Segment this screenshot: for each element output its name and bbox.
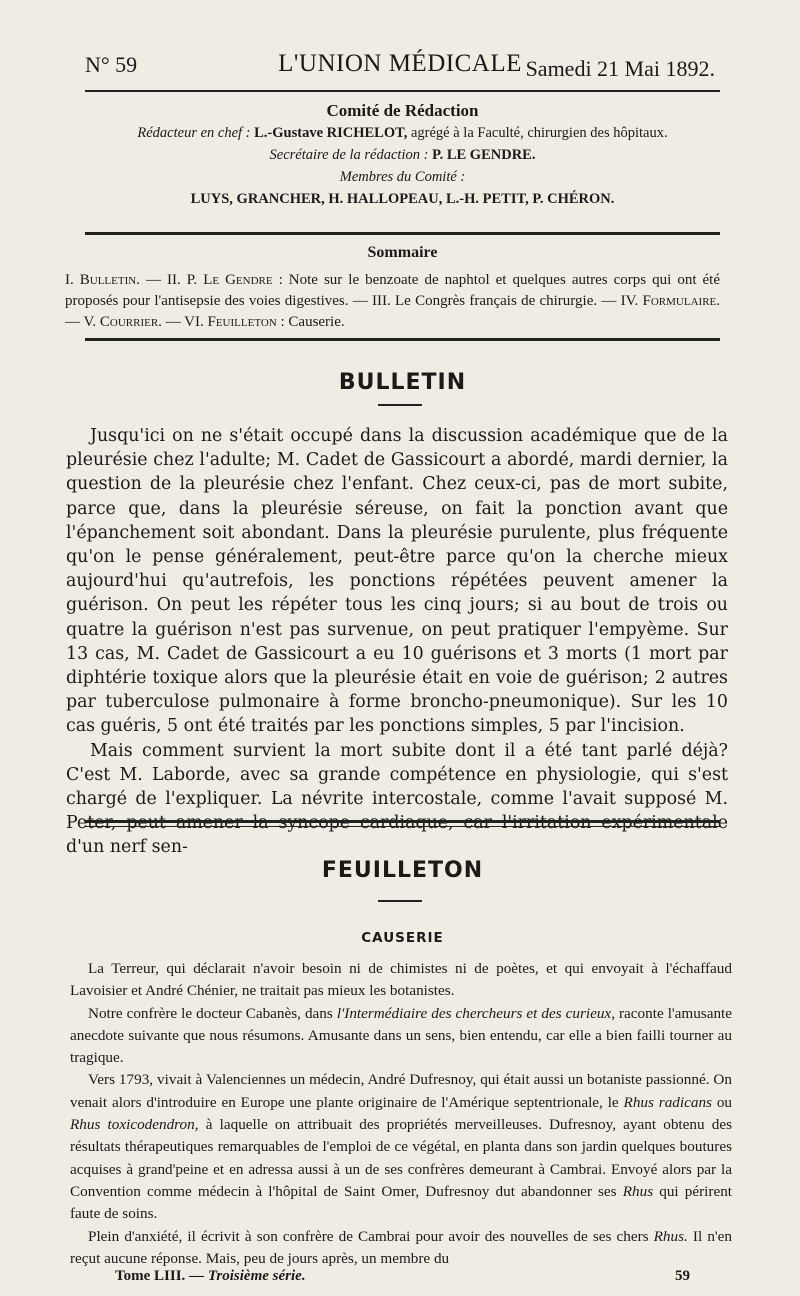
sommaire-formulaire: Formulaire. [642, 293, 720, 309]
bulletin-paragraph-2: Mais comment survient la mort subite dont il a été tant parlé déjà? C'est M. Laborde, avec sa grande compétence en physiologie, qui s'est chargé de l'expliquer. La névrite intercostale, comme l'avait supposé M. Peter, peut amener la syncope cardiaque, car l'irritation expérimentale d'un nerf sen- [66, 740, 728, 858]
committee-heading: Comité de Rédaction [326, 101, 479, 120]
page-number: 59 [675, 1268, 690, 1284]
sommaire-title: Sommaire [367, 244, 438, 261]
bulletin-rule [85, 820, 720, 823]
editor-title: agrégé à la Faculté, chirurgien des hôpitaux. [410, 125, 668, 141]
sommaire-text-2: : Causerie. [276, 314, 345, 330]
page-footer [115, 1268, 690, 1285]
text-run: Plein d'anxiété, il écrivit à son confrère de Cambrai pour avoir des nouvelles de ses chers [88, 1227, 654, 1245]
feuilleton-paragraph-1: La Terreur, qui déclarait n'avoir besoin ni de chimistes ni de poètes, et qui envoyait à l'échaffaud Lavoisier et André Chénier, ne traitait pas mieux les botanistes. [70, 960, 732, 1000]
journal-title: l'Intermédiaire des chercheurs et des curieux [336, 1004, 612, 1022]
feuilleton-title: FEUILLETON [321, 858, 484, 883]
bulletin-paragraph-1: Jusqu'ici on ne s'était occupé dans la discussion académique que de la pleurésie chez l'adulte; M. Cadet de Gassicourt a abordé, mardi dernier, la question de la pleurésie chez l'enfant. Chez ceux-ci, pas de mort subite, parce que, dans la pleurésie séreuse, on fait la ponction avant que l'épanchement soit abondant. Dans la pleurésie purulente, plus fréquente qu'on le pense généralement, peut-être parce qu'on la cherche mieux aujourd'hui qu'autrefois, les ponctions répétées peuvent amener la guérison. On peut les répéter tous les cinq jours; si au bout de trois ou quatre la guérison n'est pas survenue, on peut pratiquer l'empyème. Sur 13 cas, M. Cadet de Gassicourt a eu 10 guérisons et 3 morts (1 mort par diphtérie toxique alors que la pleurésie était en voie de guérison; 2 autres par tuberculose pulmonaire à forme broncho-pneumonique). Sur les 10 cas guéris, 5 ont été traités par les ponctions simples, 5 par l'incision. [66, 426, 728, 737]
committee-rule [85, 232, 720, 235]
text-run: Il n'en reçut aucune réponse. Mais, peu de jours après, un membre du [70, 1227, 732, 1267]
secretary-name: P. LE GENDRE. [432, 147, 536, 163]
secretary-line [85, 144, 720, 166]
sommaire-courrier: Courrier. [99, 314, 162, 330]
text-run: Vers 1793, vivait à Valenciennes un médecin, André Dufresnoy, qui était aussi un botaniste passionné. On venait alors d'introduire en Europe une plante originaire de l'Amérique septentrionale, le [70, 1071, 732, 1111]
sommaire-sep: — VI. [161, 314, 208, 330]
text-run: Notre confrère le docteur Cabanès, dans [88, 1004, 337, 1022]
sommaire-feuilleton: Feuilleton [207, 314, 277, 330]
sommaire-text-1: : Note sur le benzoate de naphtol et quelques autres corps qui ont été proposés pour l'antisepsie des voies digestives. — III. Le Congrès français de chirurgie. — IV. [65, 272, 721, 309]
masthead [85, 48, 715, 88]
feuilleton-paragraph-3 [70, 1069, 732, 1225]
issue-number: N° 59 [85, 52, 138, 77]
plant-name: Rhus [622, 1182, 654, 1200]
feuilleton-paragraph-2 [70, 1003, 732, 1070]
plant-name: Rhus radicans [623, 1093, 712, 1111]
causerie-title: CAUSERIE [361, 930, 444, 946]
editorial-committee [85, 100, 720, 210]
text-run: qui périrent faute de soins. [70, 1182, 733, 1223]
header-rule [85, 90, 720, 92]
sommaire-author: P. Le Gendre [186, 272, 273, 288]
feuilleton-body [70, 958, 732, 1270]
bulletin-title: BULLETIN [338, 370, 467, 395]
feuilleton-paragraph-4 [70, 1226, 732, 1271]
members-line [85, 188, 720, 210]
footer-serie: Troisième série. [207, 1268, 306, 1284]
editor-line [85, 122, 720, 144]
sommaire-num-i: I. [65, 272, 74, 288]
feuilleton-underline [378, 900, 422, 902]
sommaire-sep: — II. [139, 272, 187, 288]
plant-name: Rhus toxicodendron [70, 1116, 195, 1134]
footer-volume [115, 1268, 306, 1284]
editor-label: Rédacteur en chef : [137, 125, 251, 141]
text-run: , raconte l'amusante anecdote suivante que nous résumons. Amusante dans un sens, bien entendu, car elle a bien failli tourner au tragique. [70, 1004, 733, 1067]
bulletin-body [66, 424, 728, 860]
bulletin-rule-double [85, 826, 720, 827]
sommaire-text [65, 270, 720, 333]
editor-name: L.-Gustave RICHELOT, [254, 125, 408, 141]
members-label-line [85, 166, 720, 188]
sommaire-sep: — V. [65, 314, 100, 330]
sommaire-rule [85, 338, 720, 341]
secretary-label: Secrétaire de la rédaction : [269, 147, 429, 163]
issue-date: Samedi 21 Mai 1892. [525, 56, 715, 81]
text-run: ou [711, 1093, 733, 1111]
bulletin-underline [378, 404, 422, 406]
newspaper-title: L'UNION MÉDICALE [278, 50, 522, 77]
text-run: , à laquelle on attribuait des propriétés merveilleuses. Dufresnoy, ayant obtenu des résultats thérapeutiques remarquables de l'emploi de ce végétal, en planta dans son jardin quelques boutures acquises à grand'peine et en adressa aussi à un de ses confrères demeurant à Cambrai. Envoyé alors par la Convention comme médecin à l'hôpital de Saint Omer, Dufresnoy dut abandonner ses [70, 1116, 733, 1200]
plant-name: Rhus. [653, 1227, 688, 1245]
sommaire-bulletin: Bulletin. [79, 272, 140, 288]
footer-tome: Tome LIII. — [115, 1268, 208, 1284]
members-names: LUYS, GRANCHER, H. HALLOPEAU, L.-H. PETIT, P. CHÉRON. [190, 191, 615, 207]
members-label: Membres du Comité : [339, 169, 466, 185]
